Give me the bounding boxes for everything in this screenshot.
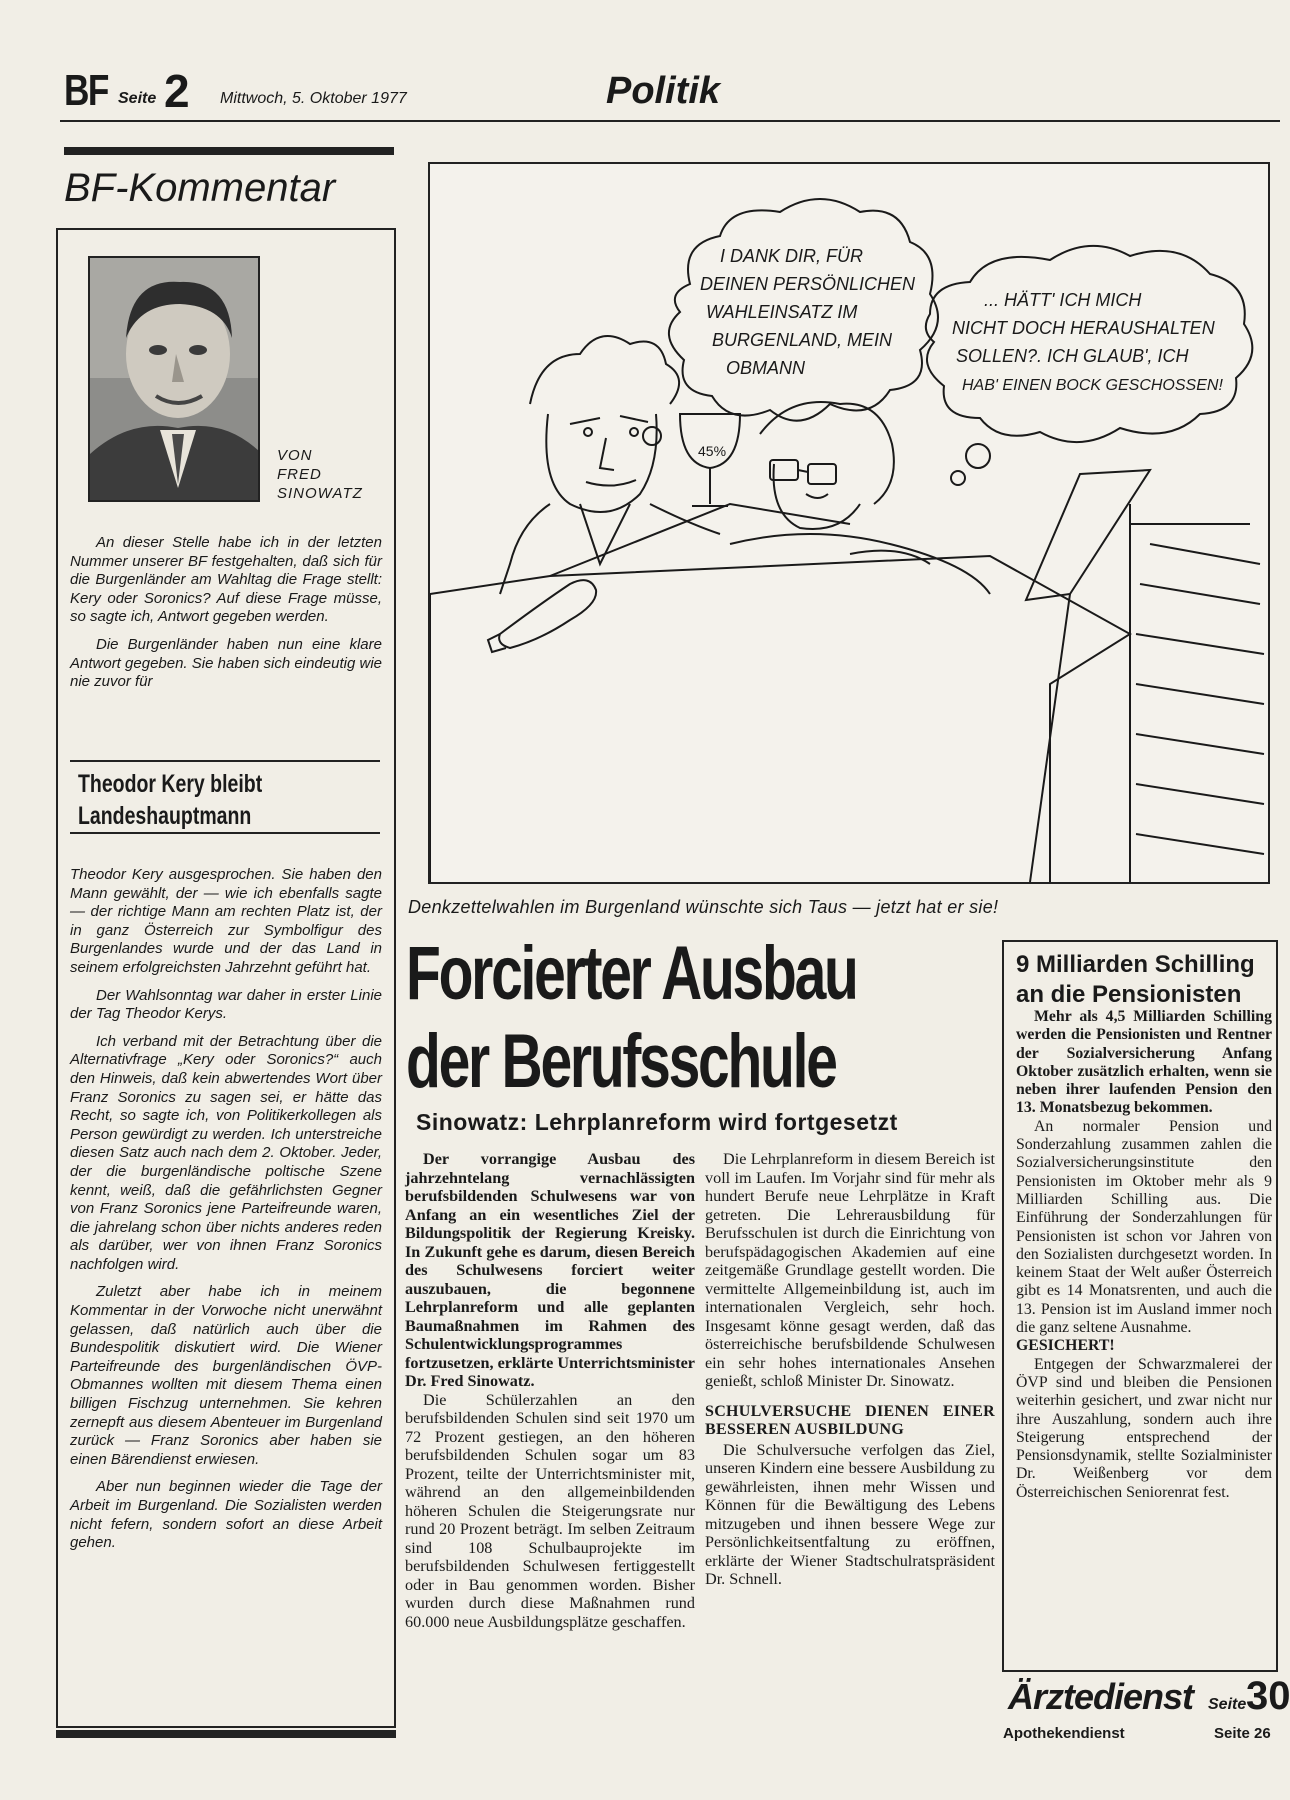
glass-label: 45% (698, 443, 727, 459)
paragraph: Zuletzt aber habe ich in meinem Kommentar in der Vorwoche nicht unerwähnt gelassen, daß natürlich auch über die Bundespolitik diskutiert wird. Die Wiener Parteifreunde des burgenländischen ÖVP-Obmannes wollten mit diesem Thema einen billigen Fischzug unternehmen. Sie kehren zernepft aus diesem Abenteuer im Burgenland zurück — Franz Soronics aber haben sie einen Bärendienst erwiesen. (70, 1283, 382, 1468)
byline-line: VON (277, 447, 313, 464)
issue-date: Mittwoch, 5. Oktober 1977 (220, 90, 407, 107)
paragraph: Entgegen der Schwarzmalerei der ÖVP sind und bleiben die Pensionen weiterhin gesichert, und zwar nicht nur ihre Auszahlung, sondern auch ihre Steigerung entsprechend der Pensionsdynamik, stellte Sozialminister Dr. Weißenberg vor dem Österreichischen Seniorenrat fest. (1016, 1355, 1272, 1501)
paragraph: An normaler Pension und Sonderzahlung zusammen zahlen die Sozialversicherungsinstitute den Pensionisten im Oktober mehr als 9 Milliarden Schilling aus. Die Einführung der Sonderzahlungen für Pensionisten ist schon vor Jahren von den Sozialisten durchgesetzt worden. In keinem Staat der Welt außer Österreich gibt es 14 Monatsrenten, und auch die 13. Pension ist im Ausland immer noch die ganz seltene Ausnahme. (1016, 1117, 1272, 1337)
apothekendienst-page: Seite 26 (1214, 1725, 1271, 1742)
byline-line: SINOWATZ (277, 485, 363, 502)
bubble-left-line: BURGENLAND, MEIN (712, 330, 893, 350)
paragraph: An dieser Stelle habe ich in der letzten Nummer unserer BF festgehalten, daß sich für die Burgenländer am Wahltag die Frage stellt: Kery oder Soronics? Auf diese Frage müsse, so sagte ich, Antwort gegeben werden. (70, 534, 382, 626)
byline-line: FRED (277, 466, 322, 483)
paragraph: Die Lehrplanreform in diesem Bereich ist voll im Laufen. Im Vorjahr sind für mehr als hundert Berufe neue Lehrplätze in Kraft getreten. Die Lehrerausbildung für Berufsschulen ist durch die Einrichtung von berufspädagogischen Akademien auf eine zeitgemäße Grundlage gestellt worden. Die vermittelte Allgemeinbildung ist, auch im internationalen Vergleich, sehr hoch. Insgesamt könne gesagt werden, daß das österreichische berufsbildende Schulwesen ein sehr hohes internationales Ansehen genießt, schloß Minister Dr. Sinowatz. (705, 1150, 995, 1390)
article-subhead: Sinowatz: Lehrplanreform wird fortgesetzt (416, 1109, 898, 1135)
page-number: 2 (164, 65, 190, 117)
author-byline (277, 446, 363, 503)
rule (70, 760, 380, 762)
article-column-2 (705, 1150, 995, 1589)
paragraph: Die Schülerzahlen an den berufsbildenden Schulen sind seit 1970 um 72 Prozent gestiegen, an den höheren berufsbildenden Schulen sogar um 83 Prozent, teilte der Unterrichtsminister mit, während an den allgemeinbildenden höheren Schulen die Steigerungsrate nur rund 20 Prozent beträgt. Im selben Zeitraum sind 108 Schulbauprojekte im berufsbildenden Schulwesen fertiggestellt oder in Bau genommen worden. Bisher wurden durch diese Maßnahmen rund 60.000 neue Ausbildungsplätze geschaffen. (405, 1390, 695, 1631)
aerztedienst-label: Ärztedienst (1008, 1676, 1194, 1717)
paragraph: Theodor Kery ausgesprochen. Sie haben den Mann gewählt, der — wie ich ebenfalls sagte — der richtige Mann am rechten Platz ist, der in ganz Österreich zur Symbolfigur des Burgenlandes wurde und der das Land in seinem erfolgreichsten Jahrzehnt geführt hat. (70, 866, 382, 976)
lead-paragraph: Der vorrangige Ausbau des jahrzehntelang vernachlässigten berufsbildenden Schulwesens war von Anfang an ein wesentliches Ziel der Bildungspolitik der Regierung Kreisky. In Zukunft gehe es darum, diesen Bereich des Schulwesens forciert weiter auszubauen, die begonnene Lehrplanreform und alle geplanten Baumaßnahmen im Rahmen des Schulentwicklungsprogrammes fortzusetzen, erklärte Unterrichtsminister Dr. Fred Sinowatz. (405, 1150, 695, 1390)
page-label: Seite (118, 90, 157, 107)
section-title: Politik (606, 70, 721, 112)
paragraph: Aber nun beginnen wieder die Tage der Arbeit im Burgenland. Die Sozialisten werden nicht fefern, sondern sofort an diese Arbeit gehen. (70, 1478, 382, 1552)
aerztedienst-seite: Seite (1208, 1696, 1247, 1713)
apothekendienst-label: Apothekendienst (1003, 1725, 1125, 1742)
lead-paragraph: Mehr als 4,5 Milliarden Schilling werden die Pensionisten und Rentner der Sozialversicherung Anfang Oktober zusätzlich erhalten, wenn sie neben ihrer laufenden Pension den 13. Monatsbezug bekommen. (1016, 1008, 1272, 1117)
kommentar-title: BF-Kommentar (64, 166, 336, 210)
bubble-left-line: WAHLEINSATZ IM (706, 302, 858, 322)
paragraph: Der Wahlsonntag war daher in erster Linie der Tag Theodor Kerys. (70, 986, 382, 1023)
article-column-1 (405, 1150, 695, 1631)
political-cartoon (428, 162, 1270, 884)
bubble-right-line: ... HÄTT' ICH MICH (984, 290, 1142, 310)
author-portrait (88, 256, 260, 502)
kommentar-intro (70, 534, 382, 701)
article-headline (406, 930, 1006, 1106)
bubble-right-line: NICHT DOCH HERAUSHALTEN (952, 318, 1215, 338)
pension-title: 9 Milliarden Schilling an die Pensionisten (1016, 951, 1255, 1008)
kommentar-body (70, 866, 382, 1562)
bubble-right-line: SOLLEN?. ICH GLAUB', ICH (956, 346, 1189, 366)
column-subhead: SCHULVERSUCHE DIENEN EINER BESSEREN AUSBILDUNG (705, 1402, 995, 1438)
bubble-left-line: DEINEN PERSÖNLICHEN (700, 274, 916, 294)
paragraph: Die Schulversuche verfolgen das Ziel, unseren Kindern eine bessere Ausbildung zu gewährleisten, ihnen mehr Wissen und Können für die Bewältigung des Lebens mitzugeben und ihnen bessere Wege zur Persönlichkeitsentfaltung zu eröffnen, erklärte der Wiener Stadtschulratspräsident Dr. Schnell. (705, 1440, 995, 1588)
pension-text (1016, 1008, 1272, 1502)
newspaper-logo: BF (64, 66, 108, 115)
bubble-left-line: I DANK DIR, FÜR (720, 246, 864, 266)
box-subhead: GESICHERT! (1016, 1337, 1115, 1355)
cartoon-caption: Denkzettelwahlen im Burgenland wünschte sich Taus — jetzt hat er sie! (408, 897, 999, 917)
kommentar-bottom-bar (56, 1730, 396, 1738)
headline-line: der Berufsschule (406, 1019, 836, 1104)
rule (70, 832, 380, 834)
bubble-right-line: HAB' EINEN BOCK GESCHOSSEN! (962, 377, 1223, 394)
aerztedienst-page: 30 (1246, 1674, 1290, 1718)
kommentar-top-bar (64, 147, 394, 155)
cartoon-drawing (430, 164, 1268, 882)
paragraph: Ich verband mit der Betrachtung über die Alternativfrage „Kery oder Soronics?“ auch den Hinweis, daß kein abwertendes Wort über Franz Soronics zu sagen sei, er hätte das Recht, so sagte ich, von Politikerkollegen als Person gewürdigt zu werden. Ich unterstreiche diesen Satz auch nach dem 2. Oktober. Jeder, der die burgenländische poltische Szene kennt, weiß, daß die gefährlichsten Gegner von Franz Soronics jene Parteifreunde waren, die jahrelang schon über nichts anderes reden als darüber, wer von ihnen Franz Soronics nachfolgen wird. (70, 1032, 382, 1273)
paragraph: Die Burgenländer haben nun eine klare Antwort gegeben. Sie haben sich eindeutig wie nie zuvor für (70, 635, 382, 691)
header-rule (60, 120, 1280, 122)
portrait-drawing (90, 258, 260, 502)
headline-line: Forcierter Ausbau (406, 931, 857, 1016)
bubble-left-line: OBMANN (726, 358, 806, 378)
kery-headline: Theodor Kery bleibt Landeshauptmann (78, 770, 263, 830)
